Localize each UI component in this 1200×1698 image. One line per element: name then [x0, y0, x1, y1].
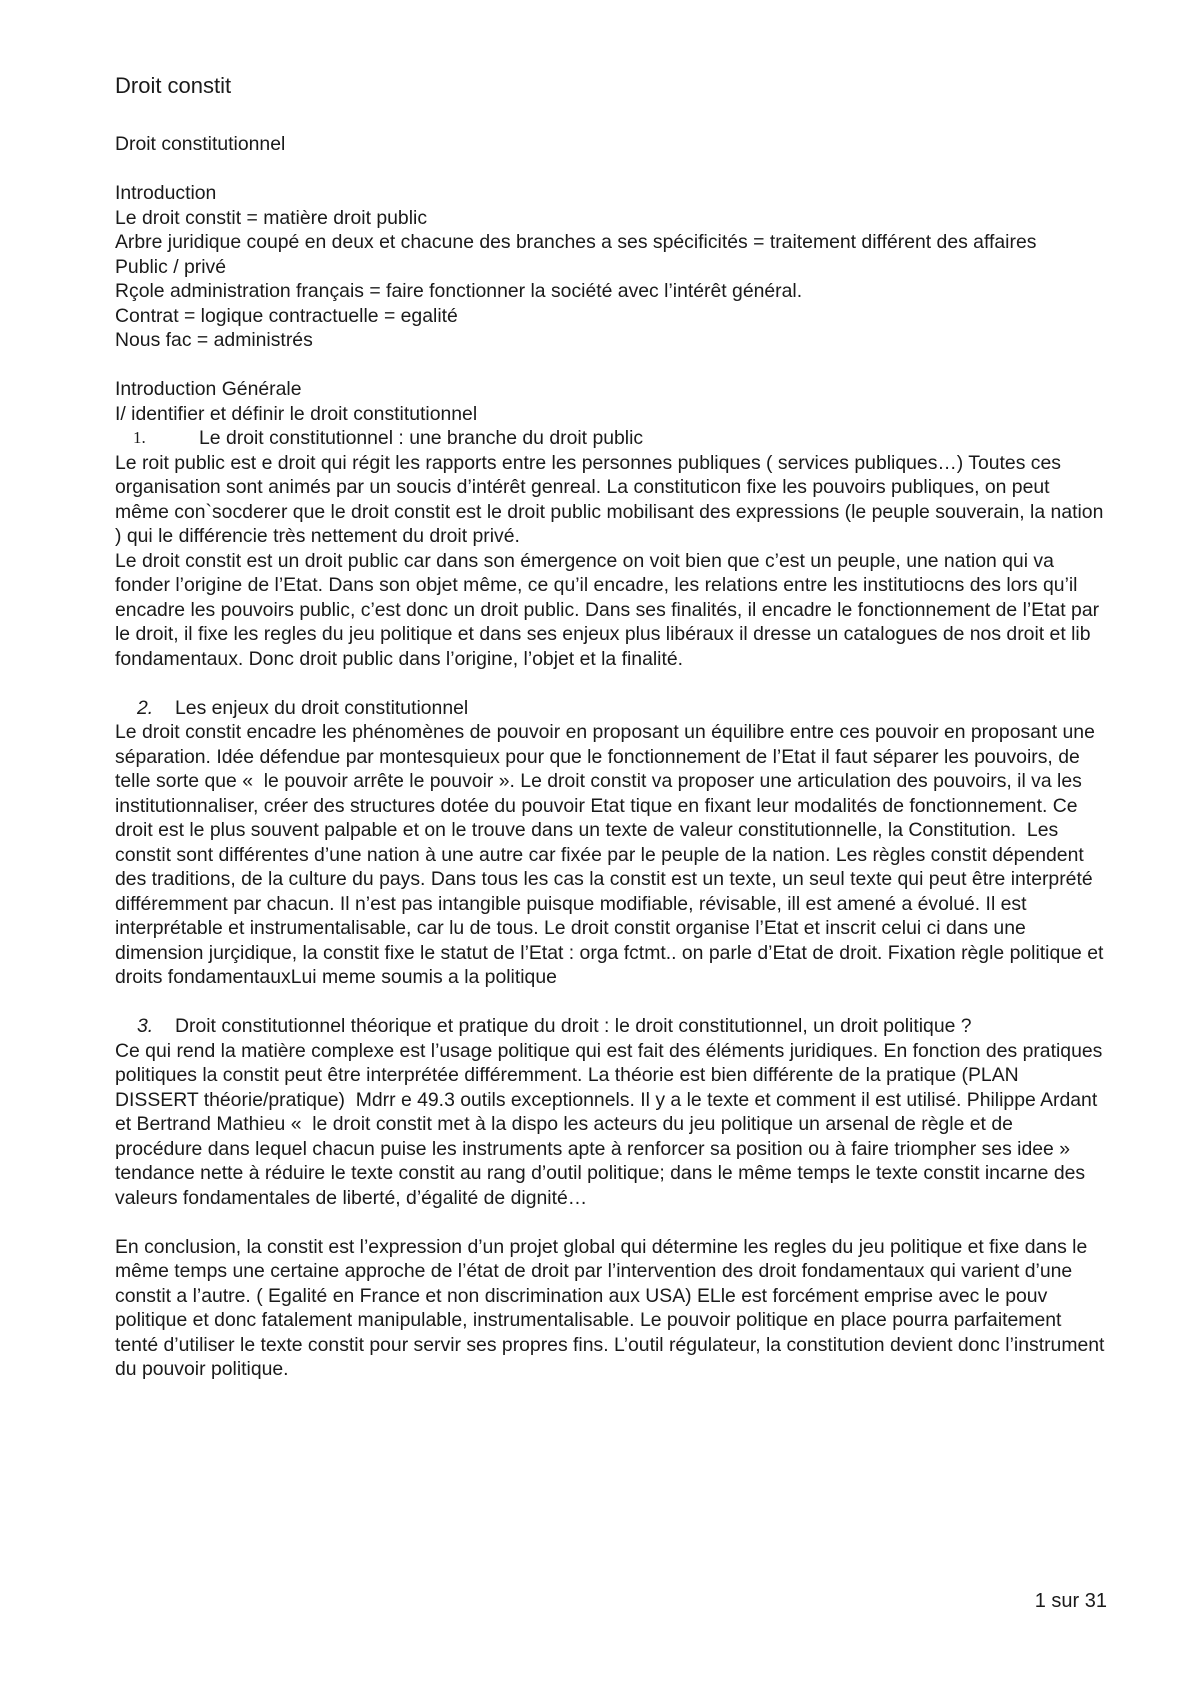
conclusion-paragraph: En conclusion, la constit est l’expression d’un projet global qui détermine les regles du jeu politique et fixe dans le même temps une certaine approche de l’état de droit par l’intervention des droit fondamentaux qui varient d’une constit a l’autre. ( Egalité en France et non discrimination aux USA) ELle est forcément emprise avec le pouv politique et donc fatalement manipulable, instrumentalisable. Le pouvoir politique en place pourra parfaitement tenté d’utiliser le texte constit pour servir ses propres fins. L’outil régulateur, la constitution devient donc l’instrument du pouvoir politique.	[115, 1235, 1110, 1380]
paragraph: Le droit constit encadre les phénomènes de pouvoir en proposant un équilibre entre ces pouvoir en proposant une séparation. Idée défendue par montesquieux pour que le fonctionnement de l’Etat il faut séparer les pouvoirs, de telle sorte que « le pouvoir arrête le pouvoir ». Le droit constit va proposer une articulation des pouvoirs, il va les institutionnaliser, créer des structures dotée du pouvoir Etat tique en fixant leur modalités de fonctionnement. Ce droit est le plus souvent palpable et on le trouve dans un texte de valeur constitutionnelle, la Constitution. Les constit sont différentes d’une nation à une autre car fixée par le peuple de la nation. Les règles constit dépendent des traditions, de la culture du pays. Dans tous les cas la constit est un texte, un seul texte qui peut être interprété différemment par chacun. Il n’est pas intangible puisque modifiable, révisable, ill est amené a évolué. Il est interprétable et instrumentalisable, car lu de tous. Le droit constit organise l’Etat et inscrit celui ci dans une dimension jurçidique, la constit fixe le statut de l’Etat : orga fctmt.. on parle d’Etat de droit. Fixation règle politique et droits fondamentauxLui meme soumis a la politique	[115, 721, 1109, 988]
section-1-title: Le droit constitutionnel : une branche du droit public	[199, 427, 644, 449]
intro-line-5: Contrat = logique contractuelle = egalité	[115, 304, 458, 327]
intro-line-3: Public / privé	[115, 255, 227, 278]
general-intro-heading: Introduction Générale	[115, 378, 302, 400]
document-body	[115, 72, 1110, 1382]
section-2-number: 2.	[137, 696, 154, 719]
section-2-heading	[115, 696, 1105, 721]
paragraph: Le roit public est e droit qui régit les rapports entre les personnes publiques ( services publiques…) Toutes ces organisation sont animés par un soucis d’intérêt genreal. La constituticon fixe les pouvoirs publiques, on peut même con`socderer que le droit constit est le droit public mobilisant des expressions (le peuple souverain, la nation ) qui le différencie très nettement du droit privé.	[115, 451, 1109, 547]
section-3-number: 3.	[137, 1015, 154, 1037]
section-2-title: Les enjeux du droit constitutionnel	[175, 696, 469, 719]
course-title: Droit constitutionnel	[115, 133, 286, 155]
intro-heading: Introduction	[115, 182, 217, 204]
paragraph: Ce qui rend la matière complexe est l’usage politique qui est fait des éléments juridiques. En fonction des pratiques politiques la constit peut être interprétée différemment. La théorie est bien différente de la pratique (PLAN DISSERT théorie/pratique) Mdrr e 49.3 outils exceptionnels. Il y a le texte et comment il est utilisé. Philippe Ardant et Bertrand Mathieu « le droit constit met à la dispo les acteurs du jeu politique un arsenal de règle et de procédure dans lequel chacun puise les instruments apte à renforcer sa position ou à faire triompher ses idee » tendance nette à réduire le texte constit au rang d’outil politique; dans le même temps le texte constit incarne des valeurs fondamentales de liberté, d’égalité de dignité…	[115, 1039, 1108, 1209]
blank-line	[115, 990, 1105, 1015]
paragraph: Le droit constit est un droit public car dans son émergence on voit bien que c’est un peuple, une nation qui va fonder l’origine de l’Etat. Dans son objet même, ce qu’il encadre, les relations entre les institutiocns des lors qu’il encadre les pouvoirs public, c’est donc un droit public. Dans ses finalités, il encadre le fonctionnement de l’Etat par le droit, il fixe les regles du jeu politique et dans ses enjeux plus libéraux il dresse un catalogues de nos droit et lib fondamentaux. Donc droit public dans l’origine, l’objet et la finalité.	[115, 549, 1105, 670]
intro-line-6: Nous fac = administrés	[115, 329, 313, 351]
blank-line	[115, 671, 1105, 696]
intro-line-4: Rçole administration français = faire fonctionner la société avec l’intérêt général.	[115, 280, 803, 302]
section-1-number: 1.	[133, 428, 146, 447]
intro-line-2: Arbre juridique coupé en deux et chacune des branches a ses spécificités = traitement différent des affaires	[115, 231, 1037, 253]
document-title: Droit constit	[115, 73, 232, 98]
blank-line	[115, 353, 1105, 378]
intro-line-1: Le droit constit = matière droit public	[115, 206, 428, 229]
section-1-heading	[115, 426, 1105, 451]
blank-line	[115, 157, 1105, 182]
page-number: 1 sur 31	[1034, 1590, 1107, 1612]
blank-line	[115, 1210, 1105, 1235]
section-3-title: Droit constitutionnel théorique et pratique du droit : le droit constitutionnel, un droit politique ?	[175, 1015, 972, 1037]
section-3-heading	[115, 1014, 1105, 1039]
part-heading: I/ identifier et définir le droit constitutionnel	[115, 402, 478, 425]
